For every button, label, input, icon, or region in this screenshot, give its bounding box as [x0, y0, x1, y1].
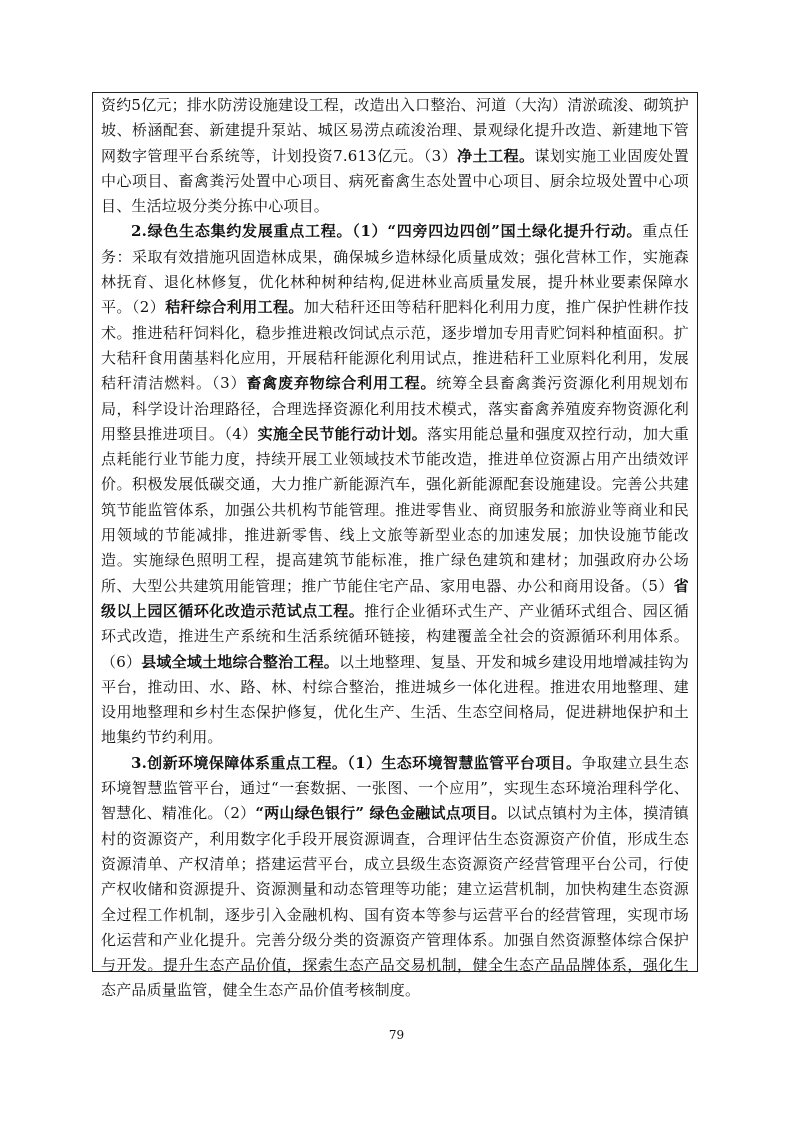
- body-text: 以试点镇村为主体，摸清镇村的资源资产，利用数字化手段开展资源调查，合理评估生态资源资产价值，形成生态资源清单、产权清单；搭建运营平台，成立县级生态资源资产经营管理平台公司，行使产权收储和资源提升、资源测量和动态管理等功能；建立运营机制，加快构建生态资源全过程工作机制，逐步引入金融机构、国有资本等参与运营平台的经营管理，实现市场化运营和产业化提升。完善分级分类的资源资产管理体系。加强自然资源整体综合保护与开发。提升生态产品价值，探索生态产品交易机制，健全生态产品品牌体系，强化生态产品质量监管，健全生态产品价值考核制度。: [101, 804, 690, 1000]
- body-text: 重点任务：采取有效措施巩固造林成果，确保城乡造林绿化质量成效；强化营林工作，实施森林抚育、退化林修复，优化林种树种结构,促进林业高质量发展，提升林业要素保障水平。（2）: [101, 222, 689, 317]
- body-text: 推行企业循环式生产、产业循环式组合、园区循环式改造，推进生产系统和生活系统循环链接，构建覆盖全社会的资源循环利用体系。（6）: [101, 601, 690, 671]
- bold-heading-text: 实施全民节能行动计划。: [257, 424, 428, 443]
- document-body: [101, 93, 689, 1004]
- body-text: 加大秸秆还田等秸秆肥料化利用力度，推广保护性耕作技术。推进秸秆饲料化，稳步推进粮改饲试点示范，逐步增加专用青贮饲料种植面积。扩大秸秆食用菌基料化应用，开展秸秆能源化利用试点，推进秸秆工业原料化利用，发展秸秆清洁燃料。（3）: [101, 298, 689, 393]
- body-text: 谋划实施工业固废处置中心项目、畜禽粪污处置中心项目、病死畜禽生态处置中心项目、厨余垃圾处置中心项目、生活垃圾分类分拣中心项目。: [101, 146, 689, 216]
- bold-heading-text: 3.创新环境保障体系重点工程。（1）生态环境智慧监管平台项目。: [131, 753, 582, 772]
- body-text: 以土地整理、复垦、开发和城乡建设用地增减挂钩为平台，推动田、水、路、林、村综合整治，推进城乡一体化进程。推进农用地整理、建设用地整理和乡村生态保护修复，优化生产、生活、生态空间格局，促进耕地保护和土地集约节约利用。: [101, 652, 689, 747]
- bold-heading-text: “两山绿色银行” 绿色金融试点项目。: [255, 804, 507, 823]
- bold-heading-text: 净土工程。: [457, 146, 535, 165]
- bold-heading-text: 秸秆综合利用工程。: [165, 298, 304, 317]
- content-frame: [92, 92, 698, 1000]
- body-text: 争取建立县生态环境智慧监管平台，通过“一套数据、一张图、一个应用”，实现生态环境治理科学化、智慧化、精准化。（2）: [101, 753, 689, 823]
- bold-heading-text: 2.绿色生态集约发展重点工程。（1）“四旁四边四创”国土绿化提升行动。: [131, 222, 643, 241]
- paragraph: [101, 751, 689, 1004]
- body-text: 落实用能总量和强度双控行动，加大重点耗能行业节能力度，持续开展工业领域技术节能改造，推进单位资源占用产出绩效评价。积极发展低碳交通，大力推广新能源汽车，强化新能源配套设施建设。完善公共建筑节能监管体系，加强公共机构节能管理。推进零售业、商贸服务和旅游业等商业和民用领域的节能减排，推进新零售、线上文旅等新型业态的加速发展；加快设施节能改造。实施绿色照明工程，提高建筑节能标准，推广绿色建筑和建材；加强政府办公场所、大型公共建筑用能管理；推广节能住宅产品、家用电器、办公和商用设备。（5）: [101, 424, 690, 595]
- bold-heading-text: 省级以上园区循环化改造示范试点工程。: [101, 576, 689, 620]
- body-text: 资约5亿元；排水防涝设施建设工程，改造出入口整治、河道（大沟）清淤疏浚、砌筑护坡、桥涵配套、新建提升泵站、城区易涝点疏浚治理、景观绿化提升改造、新建地下管网数字管理平台系统等，计划投资7.613亿元。（3）: [101, 96, 689, 165]
- bold-heading-text: 县域全域土地综合整治工程。: [141, 652, 340, 671]
- page-number: 79: [388, 1028, 405, 1042]
- paragraph: [101, 93, 689, 219]
- bold-heading-text: 畜禽废弃物综合利用工程。: [246, 374, 437, 393]
- body-text: 统筹全县畜禽粪污资源化利用规划布局，科学设计治理路径，合理选择资源化利用技术模式，落实畜禽养殖废弃物资源化利用整县推进项目。（4）: [101, 374, 690, 443]
- paragraph: [101, 219, 689, 750]
